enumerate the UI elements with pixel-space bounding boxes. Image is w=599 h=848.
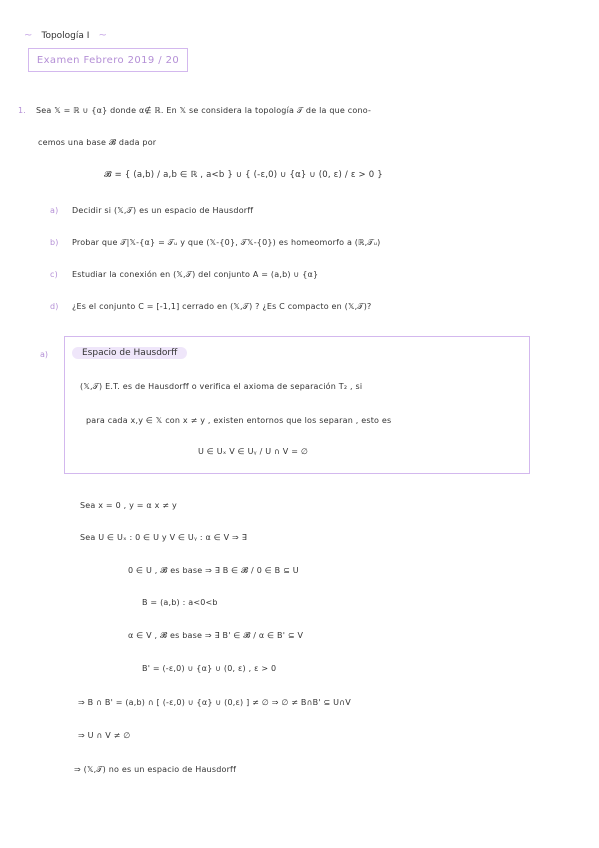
- item-d-text: ¿Es el conjunto C = [-1,1] cerrado en (𝕏,𝒯) ? ¿Es C compacto en (𝕏,𝒯)?: [72, 302, 372, 311]
- base-definition: 𝓑 = { (a,b) / a,b ∈ ℝ , a<b } ∪ { (-ε,0) ∪ {α} ∪ (0, ε) / ε > 0 }: [104, 170, 383, 180]
- problem-line-1: Sea 𝕏 = ℝ ∪ {α} donde α∉ ℝ. En 𝕏 se considera la topología 𝒯 de la que cono-: [36, 106, 372, 115]
- step-7: ⇒ B ∩ B' = (a,b) ∩ [ (-ε,0) ∪ {α} ∪ (0,ε) ] ≠ ∅ ⇒ ∅ ≠ B∩B' ⊆ U∩V: [78, 698, 351, 707]
- hausdorff-line-3: U ∈ Uₓ V ∈ Uᵧ / U ∩ V = ∅: [198, 447, 309, 456]
- page-header: [20, 23, 111, 42]
- item-d-label: d): [50, 302, 59, 311]
- exam-title: Examen Febrero 2019 / 20: [36, 54, 180, 66]
- step-9-conclusion: ⇒ (𝕏,𝒯) no es un espacio de Hausdorff: [74, 765, 237, 774]
- hausdorff-line-2: para cada x,y ∈ 𝕏 con x ≠ y , existen entornos que los separan , esto es: [86, 416, 392, 425]
- item-a-label: a): [50, 206, 59, 215]
- step-5: α ∈ V , 𝓑 es base ⇒ ∃ B' ∈ 𝓑 / α ∈ B' ⊆ V: [128, 631, 304, 640]
- problem-line-2: cemos una base 𝓑 dada por: [38, 138, 157, 147]
- solution-a-label: a): [40, 350, 49, 359]
- step-1: Sea x = 0 , y = α x ≠ y: [80, 501, 177, 510]
- item-a-text: Decidir si (𝕏,𝒯) es un espacio de Hausdorff: [72, 206, 254, 215]
- step-6: B' = (-ε,0) ∪ {α} ∪ (0, ε) , ε > 0: [142, 664, 277, 673]
- step-4: B = (a,b) : a<0<b: [142, 598, 218, 607]
- item-c-label: c): [50, 270, 58, 279]
- step-8: ⇒ U ∩ V ≠ ∅: [78, 731, 131, 740]
- hausdorff-line-1: (𝕏,𝒯) E.T. es de Hausdorff o verifica el axioma de separación T₂ , si: [80, 382, 363, 391]
- hausdorff-box-title: Espacio de Hausdorff: [72, 347, 187, 359]
- item-b-text: Probar que 𝒯|𝕏-{α} = 𝒯ᵤ y que (𝕏-{0}, 𝒯𝕏-{0}) es homeomorfo a (ℝ,𝒯ᵤ): [72, 238, 381, 247]
- tilde-right: ~: [98, 30, 107, 41]
- step-2: Sea U ∈ Uₓ : 0 ∈ U y V ∈ Uᵧ : α ∈ V ⇒ ∃: [80, 533, 247, 542]
- step-3: 0 ∈ U , 𝓑 es base ⇒ ∃ B ∈ 𝓑 / 0 ∈ B ⊆ U: [128, 566, 299, 575]
- topic-title: Topología I: [41, 31, 90, 41]
- problem-number: 1.: [18, 106, 27, 115]
- tilde-left: ~: [24, 30, 33, 41]
- exam-title-box: [28, 48, 188, 72]
- item-b-label: b): [50, 238, 59, 247]
- item-c-text: Estudiar la conexión en (𝕏,𝒯) del conjunto A = (a,b) ∪ {α}: [72, 270, 319, 279]
